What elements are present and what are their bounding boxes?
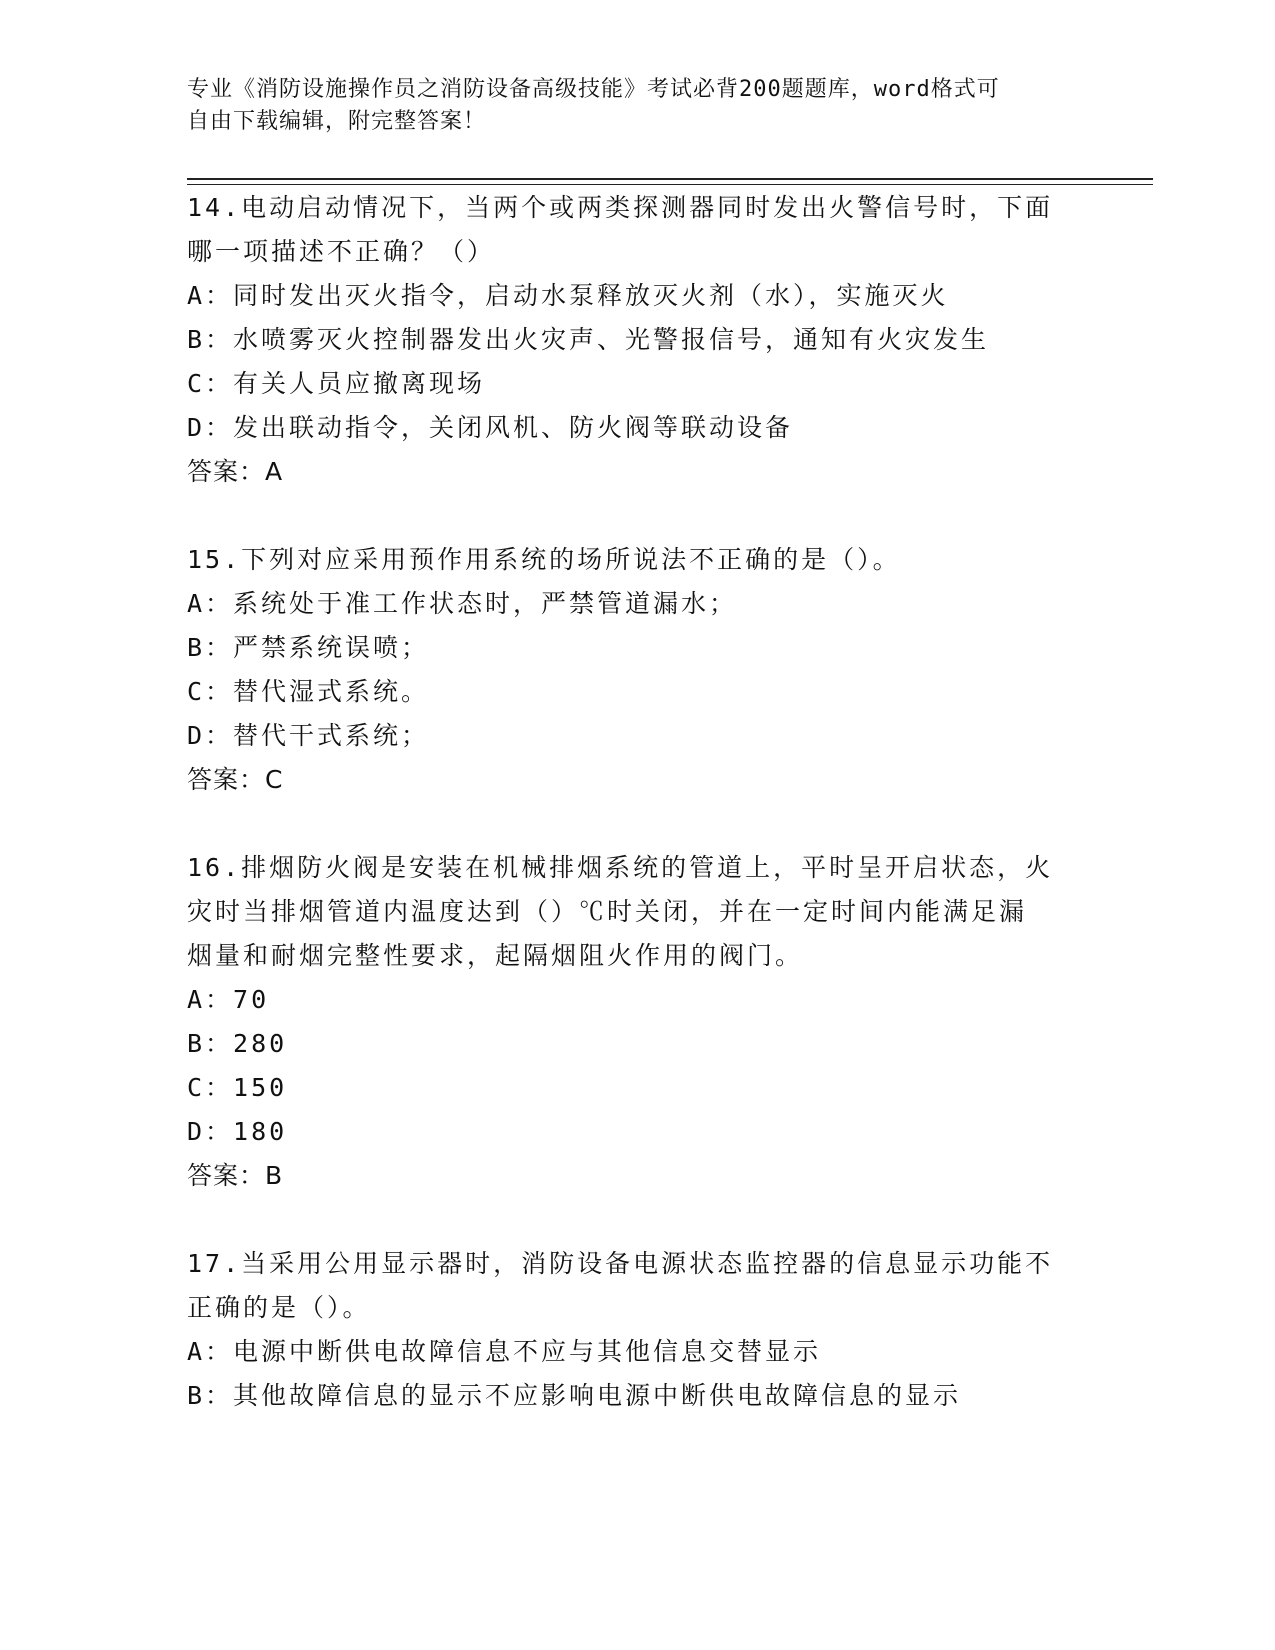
answer: 答案：C	[187, 765, 284, 794]
question-stem-line: 正确的是（）。	[187, 1293, 371, 1322]
answer: 答案：A	[187, 457, 284, 486]
option-b: B：严禁系统误喷；	[187, 633, 430, 662]
option-d: D：替代干式系统；	[187, 721, 430, 750]
option-b: B：其他故障信息的显示不应影响电源中断供电故障信息的显示	[187, 1381, 962, 1410]
option-c: C：150	[187, 1073, 288, 1102]
question-stem-line: 哪一项描述不正确？（）	[187, 237, 496, 266]
option-d: D：180	[187, 1117, 288, 1146]
option-c: C：替代湿式系统。	[187, 677, 430, 706]
header-line-1: 专业《消防设施操作员之消防设备高级技能》考试必背200题题库，word格式可	[187, 77, 1000, 102]
question-stem-line: 14.电动启动情况下，当两个或两类探测器同时发出火警信号时，下面	[187, 193, 1054, 222]
question-stem-line: 15.下列对应采用预作用系统的场所说法不正确的是（）。	[187, 545, 901, 574]
question-stem-line: 灾时当排烟管道内温度达到（）℃时关闭，并在一定时间内能满足漏	[187, 897, 1028, 926]
option-d: D：发出联动指令，关闭风机、防火阀等联动设备	[187, 413, 794, 442]
option-b: B：水喷雾灭火控制器发出火灾声、光警报信号，通知有火灾发生	[187, 325, 990, 354]
option-a: A：电源中断供电故障信息不应与其他信息交替显示	[187, 1337, 822, 1366]
header-line-2: 自由下载编辑，附完整答案！	[187, 109, 487, 134]
option-c: C：有关人员应撤离现场	[187, 369, 486, 398]
question-stem-line: 17.当采用公用显示器时，消防设备电源状态监控器的信息显示功能不	[187, 1249, 1054, 1278]
header-rule-thick	[187, 178, 1153, 180]
answer: 答案：B	[187, 1161, 284, 1190]
header-rule-thin	[187, 184, 1153, 185]
question-stem-line: 烟量和耐烟完整性要求，起隔烟阻火作用的阀门。	[187, 941, 804, 970]
document-header	[187, 74, 1067, 138]
option-a: A：同时发出灭火指令，启动水泵释放灭火剂（水），实施灭火	[187, 281, 949, 310]
option-a: A：系统处于准工作状态时，严禁管道漏水；	[187, 589, 738, 618]
option-b: B：280	[187, 1029, 288, 1058]
question-stem-line: 16.排烟防火阀是安装在机械排烟系统的管道上，平时呈开启状态，火	[187, 853, 1054, 882]
option-a: A：70	[187, 985, 270, 1014]
